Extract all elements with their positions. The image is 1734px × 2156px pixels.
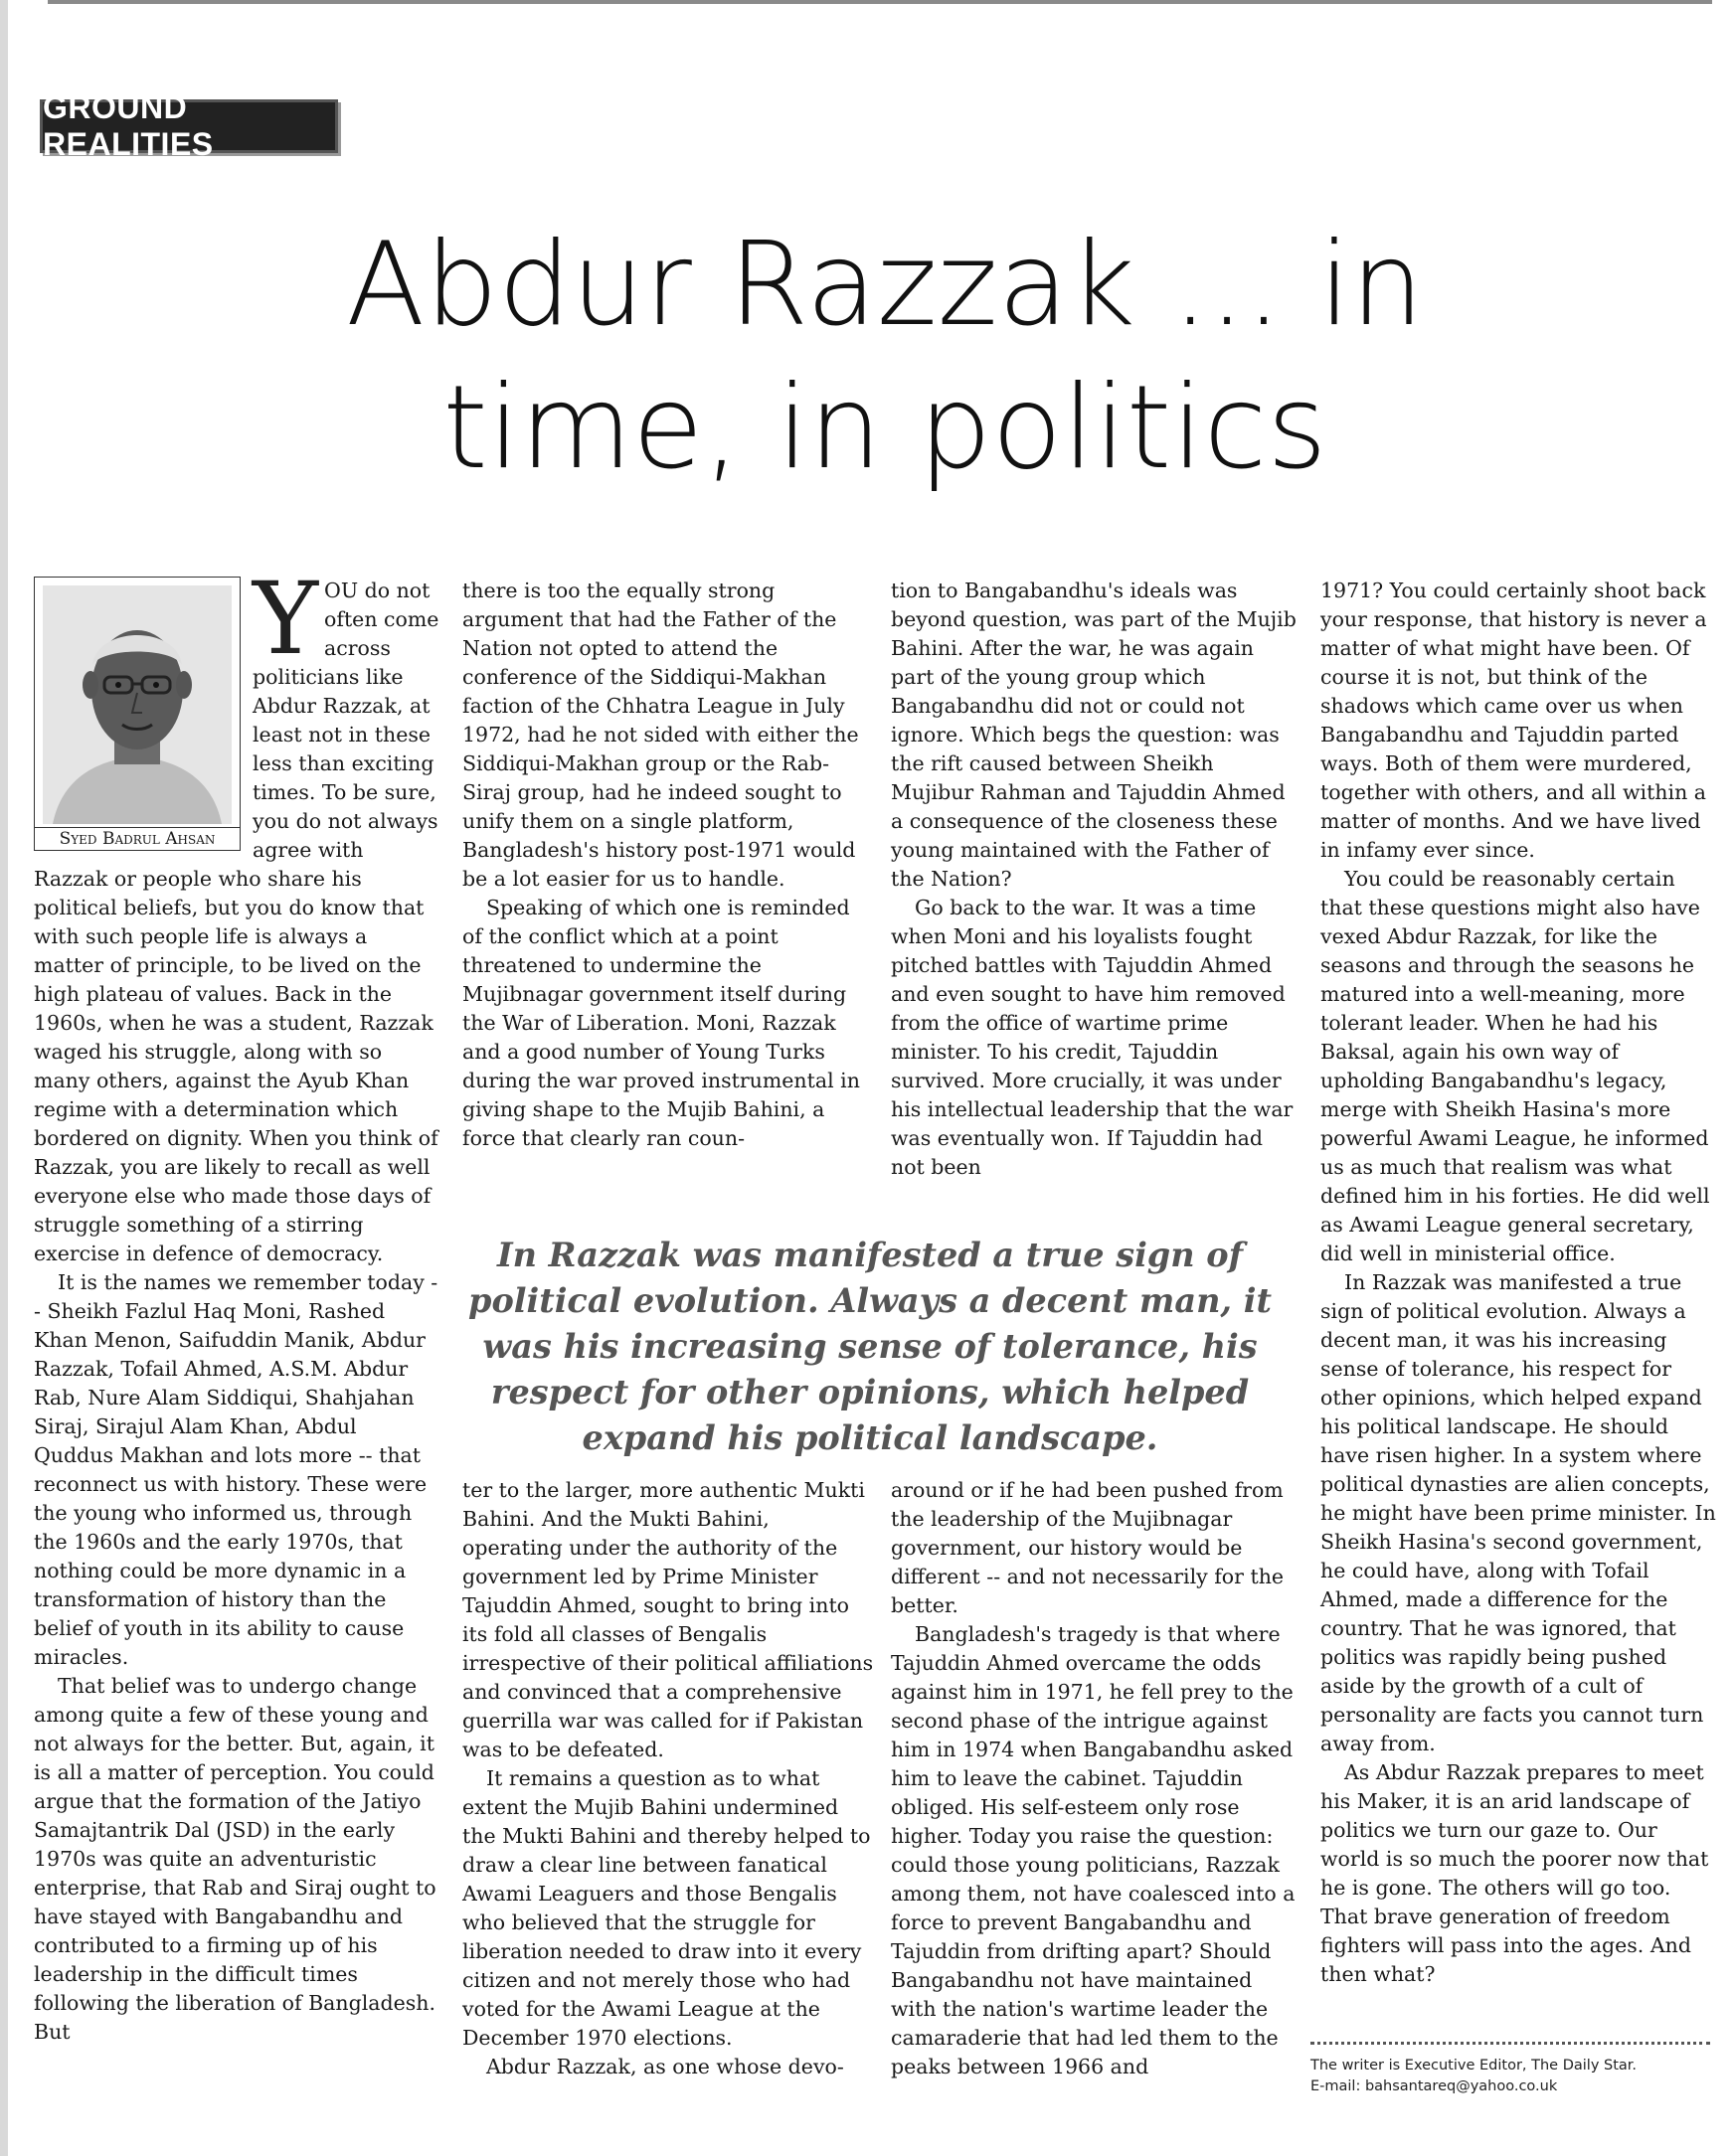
paragraph: That belief was to undergo change among quite a few of these young and not always for the better. But, again, it is all a matter of perception. You could argue that the formation of the Jatiyo Samajtantrik Dal (JSD) in the early 1970s was quite an adventuristic enterprise, that Rab and Siraj ought to have stayed with Bangabandhu and contributed to a firming up of his leadership in the difficult times following the liberation of Bangladesh. But bbox=[34, 1674, 436, 2044]
paragraph: In Razzak was manifested a true sign of political evolution. Always a decent man, it was his increasing sense of tolerance, his respect for other opinions, which helped expand his political landscape. He should have risen higher. In a system where political dynasties are alien concepts, he might have been prime minister. In Sheikh Hasina's second government, he could have, along with Tofail Ahmed, made a difference for the country. That he was ignored, that politics was rapidly being pushed aside by the growth of a cult of personality are facts you cannot turn away from. bbox=[1320, 1270, 1716, 1755]
paragraph: there is too the equally strong argument that had the Father of the Nation not opted to attend the conference of the Siddiqui-Makhan faction of the Chhatra League in July 1972, had he not sided with either the Siddiqui-Makhan group or the Rab-Siraj group, had he indeed sought to unify them on a single platform, Bangladesh's history post-1971 would be a lot easier for us to handle. bbox=[462, 579, 859, 891]
paragraph: Go back to the war. It was a time when Moni and his loyalists fought pitched battles with Tajuddin Ahmed and even sought to have him removed from the office of wartime prime minister. To his credit, Tajuddin survived. More crucially, it was under his intellectual leadership that the war was eventually won. If Tajuddin had not been bbox=[891, 896, 1294, 1179]
headline-line-2: time, in politics bbox=[442, 361, 1327, 495]
paragraph: As Abdur Razzak prepares to meet his Maker, it is an arid landscape of politics we turn our gaze to. Our world is so much the poorer now that he is gone. The others will go too. That brave generation of freedom fighters will pass into the ages. And then what? bbox=[1320, 1760, 1709, 1986]
drop-cap: Y bbox=[253, 561, 319, 677]
credit-line: The writer is Executive Editor, The Daily Star. bbox=[1310, 2058, 1638, 2073]
pull-quote: In Razzak was manifested a true sign of political evolution. Always a decent man, it was his increasing sense of tolerance, his respect for other opinions, which helped expand his political landscape. bbox=[468, 1236, 1272, 1457]
paragraph: Abdur Razzak, as one whose devo- bbox=[486, 2055, 844, 2078]
top-rule bbox=[48, 0, 1712, 4]
article-column-4 bbox=[1320, 577, 1718, 1989]
paragraph: 1971? You could certainly shoot back your response, that history is never a matter of what might have been. Of course it is not, but think of the shadows which came over us when Bangabandhu and Tajuddin parted ways. Both of them were murdered, together with others, and all within a matter of months. And we have lived in infamy ever since. bbox=[1320, 579, 1707, 862]
paragraph: It remains a question as to what extent the Mujib Bahini undermined the Mukti Bahini and thereby helped to draw a clear line between fanatical Awami Leaguers and those Bengalis who believed that the struggle for liberation needed to draw into it every citizen and not merely those who had voted for the Awami League at the December 1970 elections. bbox=[462, 1766, 871, 2050]
article-column-1 bbox=[34, 561, 439, 2127]
article-column-2-top bbox=[462, 577, 875, 1153]
article-column-3-top bbox=[891, 577, 1299, 1182]
section-kicker: GROUND REALITIES bbox=[40, 99, 338, 153]
credit-email: E-mail: bahsantareq@yahoo.co.uk bbox=[1310, 2078, 1558, 2094]
paragraph: Speaking of which one is reminded of the conflict which at a point threatened to undermine the Mujibnagar government itself during the War of Liberation. Moni, Razzak and a good number of Young Turks during the war proved instrumental in giving shape to the Mujib Bahini, a force that clearly ran coun- bbox=[462, 896, 860, 1150]
author-byline: Syed Badrul Ahsan bbox=[35, 827, 240, 850]
paragraph: around or if he had been pushed from the leadership of the Mujibnagar government, our history would be different -- and not necessarily for the better. bbox=[891, 1478, 1285, 1617]
credit-divider bbox=[1310, 2042, 1710, 2045]
headline-line-1: Abdur Razzak ... in bbox=[346, 218, 1424, 352]
paragraph: You could be reasonably certain that these questions might also have vexed Abdur Razzak, for like the seasons and through the seasons he matured into a well-meaning, more tolerant leader. When he had his Baksal, again his own way of upholding Bangabandhu's legacy, merge with Sheikh Hasina's more powerful Awami League, he informed us as much that realism was what defined him in his forties. He did well as Awami League general secretary, did well in ministerial office. bbox=[1320, 867, 1710, 1265]
article-column-2-bottom bbox=[462, 1476, 875, 2081]
author-portrait-image bbox=[43, 585, 232, 824]
paragraph: Bangladesh's tragedy is that where Tajuddin Ahmed overcame the odds against him in 1971, he fell prey to the second phase of the intrigue against him in 1974 when Bangabandhu asked him to leave the cabinet. Tajuddin obliged. His self-esteem only rose higher. Today you raise the question: could those young politicians, Razzak among them, not have coalesced into a force to prevent Bangabandhu and Tajuddin from drifting apart? Should Bangabandhu not have maintained with the nation's wartime leader the camaraderie that had led them to the peaks between 1966 and bbox=[891, 1622, 1296, 2078]
writer-credit bbox=[1310, 2056, 1718, 2097]
paragraph: ter to the larger, more authentic Mukti Bahini. And the Mukti Bahini, operating under the authority of the government led by Prime Minister Tajuddin Ahmed, sought to bring into its fold all classes of Bengalis irrespective of their political affiliations and convinced that a comprehensive guerrilla war was called for if Pakistan was to be defeated. bbox=[462, 1478, 874, 1761]
paragraph: It is the names we remember today -- Sheikh Fazlul Haq Moni, Rashed Khan Menon, Saifuddin Manik, Abdur Razzak, Tofail Ahmed, A.S.M. Abdur Rab, Nure Alam Siddiqui, Shahjahan Siraj, Sirajul Alam Khan, Abdul Quddus Makhan and lots more -- that reconnect us with history. These were the young who informed us, through the 1960s and the early 1970s, that nothing could be more dynamic in a transformation of history than the belief of youth in its ability to cause miracles. bbox=[34, 1270, 438, 1669]
paragraph: YOU do not often come across politicians like Abdur Razzak, at least not in these less than exciting times. To be sure, you do not always agree with Razzak or people who share his political beliefs, but you do know that with such people life is always a matter of principle, to be lived on the high plateau of values. Back in the 1960s, when he was a student, Razzak waged his struggle, along with so many others, against the Ayub Khan regime with a determination which bordered on dignity. When you think of Razzak, you are likely to recall as well everyone else who made those days of struggle something of a stirring exercise in defence of democracy. bbox=[34, 561, 439, 1265]
author-photo bbox=[34, 577, 241, 851]
paragraph: tion to Bangabandhu's ideals was beyond question, was part of the Mujib Bahini. After the war, he was again part of the young group which Bangabandhu did not or could not ignore. Which begs the question: was the rift caused between Sheikh Mujibur Rahman and Tajuddin Ahmed a consequence of the closeness these young maintained with the Father of the Nation? bbox=[891, 579, 1297, 891]
headline bbox=[40, 214, 1730, 500]
article-column-3-bottom bbox=[891, 1476, 1299, 2081]
page-left-edge bbox=[0, 0, 8, 2156]
